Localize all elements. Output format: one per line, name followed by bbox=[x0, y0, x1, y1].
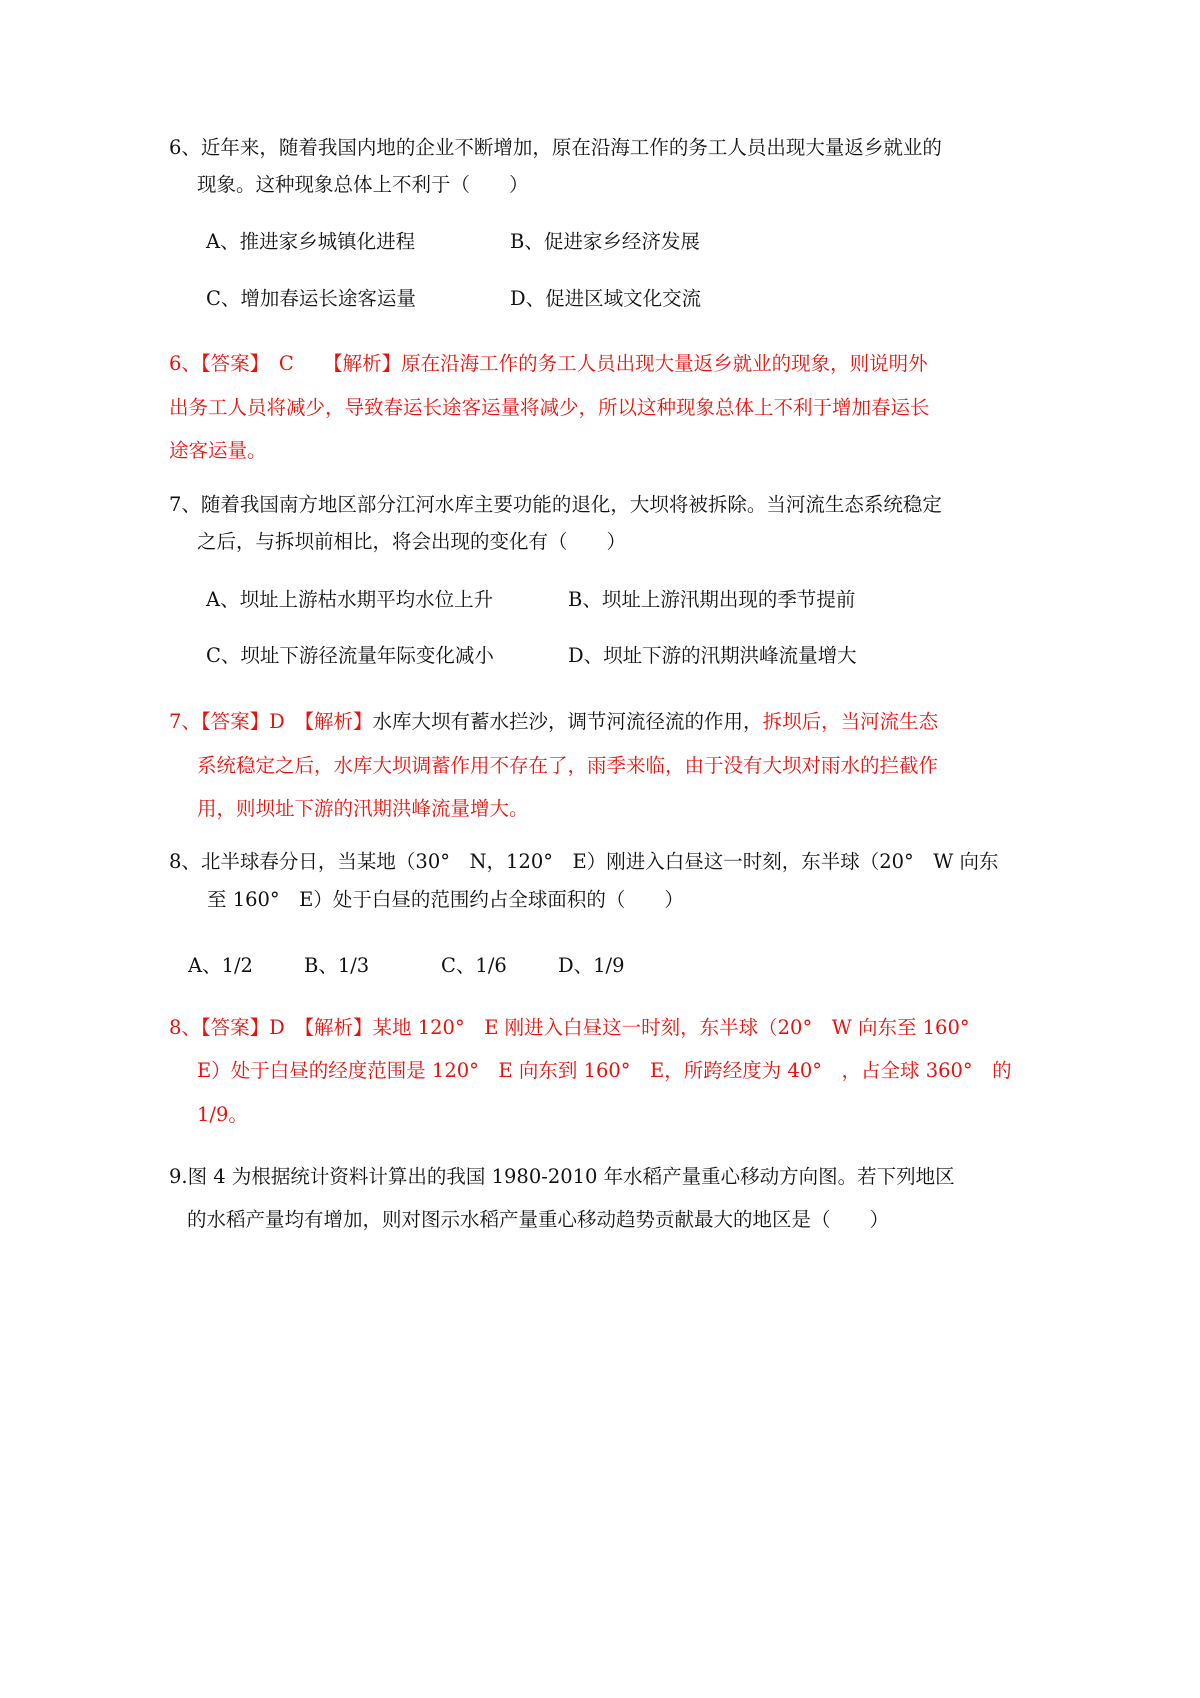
q7-option-c: C、坝址下游径流量年际变化减小 bbox=[206, 644, 494, 667]
q9-stem-line-1: 9.图 4 为根据统计资料计算出的我国 1980-2010 年水稻产量重心移动方向图。若下列地区 bbox=[169, 1165, 955, 1188]
q7-answer-label: 7、【答案】D 【解析】 bbox=[169, 710, 373, 733]
q7-answer-black-text: 水库大坝有蓄水拦沙，调节河流径流的作用， bbox=[372, 710, 763, 733]
q7-stem-line-2: 之后，与拆坝前相比，将会出现的变化有（ ） bbox=[197, 530, 627, 553]
q9-stem-line-2: 的水稻产量均有增加，则对图示水稻产量重心移动趋势贡献最大的地区是（ ） bbox=[187, 1208, 890, 1231]
q6-option-d: D、促进区域文化交流 bbox=[510, 287, 702, 310]
q7-option-d: D、坝址下游的汛期洪峰流量增大 bbox=[568, 644, 857, 667]
q8-answer-line-2: E）处于白昼的经度范围是 120° E 向东到 160° E，所跨经度为 40° ，占全球 360° 的 bbox=[197, 1059, 1012, 1082]
q8-option-d: D、1/9 bbox=[558, 954, 625, 977]
q7-stem-line-1: 7、随着我国南方地区部分江河水库主要功能的退化，大坝将被拆除。当河流生态系统稳定 bbox=[169, 493, 942, 516]
q7-answer-line-3: 用，则坝址下游的汛期洪峰流量增大。 bbox=[197, 797, 529, 820]
q6-option-a: A、推进家乡城镇化进程 bbox=[206, 230, 416, 253]
q6-answer-line-1: 6、【答案】 C 【解析】原在沿海工作的务工人员出现大量返乡就业的现象，则说明外 bbox=[169, 352, 928, 375]
q7-answer-line-2: 系统稳定之后，水库大坝调蓄作用不存在了，雨季来临，由于没有大坝对雨水的拦截作 bbox=[197, 754, 939, 777]
q6-answer-line-3: 途客运量。 bbox=[169, 439, 267, 462]
q6-option-b: B、促进家乡经济发展 bbox=[510, 230, 700, 253]
q8-stem-line-1: 8、北半球春分日，当某地（30° N，120° E）刚进入白昼这一时刻，东半球（20° W 向东 bbox=[169, 850, 999, 873]
q8-option-b: B、1/3 bbox=[304, 954, 370, 977]
q7-answer-line-1 bbox=[169, 712, 938, 732]
q8-option-a: A、1/2 bbox=[188, 954, 253, 977]
q8-option-c: C、1/6 bbox=[441, 954, 507, 977]
q7-option-b: B、坝址上游汛期出现的季节提前 bbox=[568, 588, 856, 611]
q8-answer-line-3: 1/9。 bbox=[197, 1103, 248, 1126]
q6-stem-line-2: 现象。这种现象总体上不利于（ ） bbox=[197, 173, 529, 196]
q6-answer-line-2: 出务工人员将减少，导致春运长途客运量将减少，所以这种现象总体上不利于增加春运长 bbox=[169, 396, 930, 419]
q8-answer-line-1: 8、【答案】D 【解析】某地 120° E 刚进入白昼这一时刻，东半球（20° W 向东至 160° bbox=[169, 1016, 970, 1039]
q7-option-a: A、坝址上游枯水期平均水位上升 bbox=[206, 588, 494, 611]
q8-stem-line-2: 至 160° E）处于白昼的范围约占全球面积的（ ） bbox=[207, 888, 684, 911]
q6-stem-line-1: 6、近年来，随着我国内地的企业不断增加，原在沿海工作的务工人员出现大量返乡就业的 bbox=[169, 136, 942, 159]
q6-option-c: C、增加春运长途客运量 bbox=[206, 287, 416, 310]
q7-answer-tail: 拆坝后，当河流生态 bbox=[762, 710, 939, 733]
